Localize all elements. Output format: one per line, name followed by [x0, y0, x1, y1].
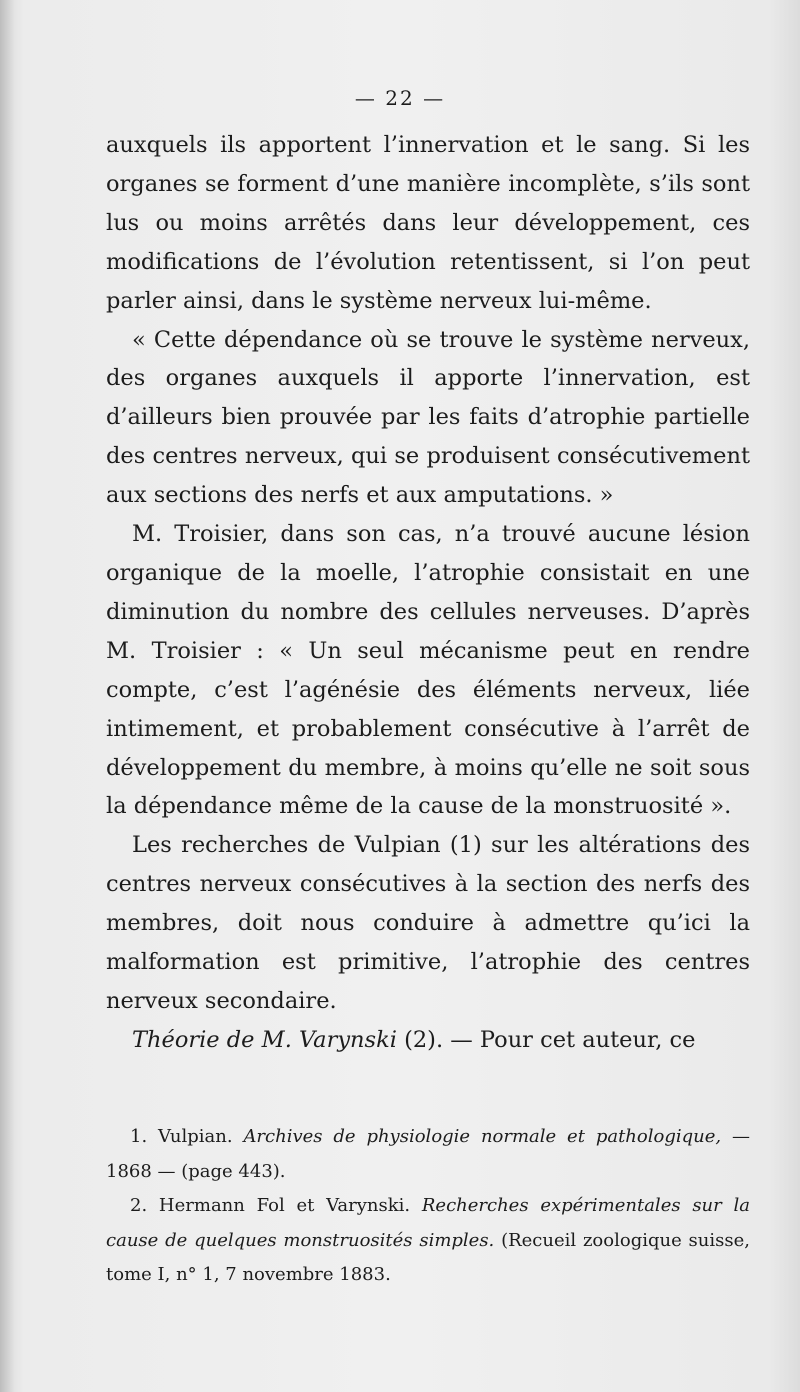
footnote-author: Vulpian. — [158, 1126, 244, 1147]
page-number: — 22 — — [354, 86, 446, 110]
paragraph-3: M. Troisier, dans son cas, n’a trouvé aucune lésion organique de la moelle, l’atrophie consistait en une diminution du nombre des cellules nerveuses. D’après M. Troisier : « Un seul mécanisme peut en rendre compte, c’est l’agénésie des éléments nerveux, liée intimement, et probablement consécutive à l’arrêt de développement du membre, à moins qu’elle ne soit sous la dépendance même de la cause de la monstruosité ». — [106, 521, 750, 820]
footnote-rest: (Recueil zoologique suisse, tome I, n° 1, 7 novembre 1883. — [106, 1229, 750, 1285]
paragraph-5-text: (2). — Pour cet auteur, ce — [396, 1026, 696, 1053]
page-gutter-shadow — [0, 0, 14, 1392]
paragraph-4: Les recherches de Vulpian (1) sur les altérations des centres nerveux consécutives à la section des nerfs des membres, doit nous conduire à admettre qu’ici la malformation est primitive, l’atrophie des centres nerveux secondaire. — [106, 832, 750, 1014]
footnotes — [106, 1120, 750, 1293]
footnote-2 — [106, 1189, 750, 1293]
footnote-author: Hermann Fol et Varynski. — [158, 1195, 422, 1216]
paragraph-2: « Cette dépendance où se trouve le système nerveux, des organes auxquels il apporte l’innervation, est d’ailleurs bien prouvée par les faits d’atrophie partielle des centres nerveux, qui se produisent consécutivement aux sections des nerfs et aux amputations. » — [106, 326, 750, 509]
footnote-marker: 2. — [130, 1195, 159, 1216]
footnote-title: Archives de physiologie normale et pathologique, — [243, 1126, 722, 1147]
footnote-1 — [106, 1120, 750, 1189]
footnote-rest: — 1868 — (page 443). — [106, 1126, 750, 1182]
paragraph-5 — [106, 1021, 750, 1060]
body-text — [106, 126, 750, 1060]
section-heading-italic: Théorie de M. Varynski — [132, 1026, 397, 1053]
footnote-marker: 1. — [130, 1126, 159, 1147]
paragraph-1: auxquels ils apportent l’innervation et le sang. Si les organes se forment d’une manière incomplète, s’ils sont lus ou moins arrêtés dans leur développement, ces modifications de l’évolution retentissent, si l’on peut parler ainsi, dans le système nerveux lui-même. — [106, 132, 750, 314]
footnote-title: Recherches expérimentales sur la cause de quelques monstruosités simples. — [106, 1195, 750, 1251]
